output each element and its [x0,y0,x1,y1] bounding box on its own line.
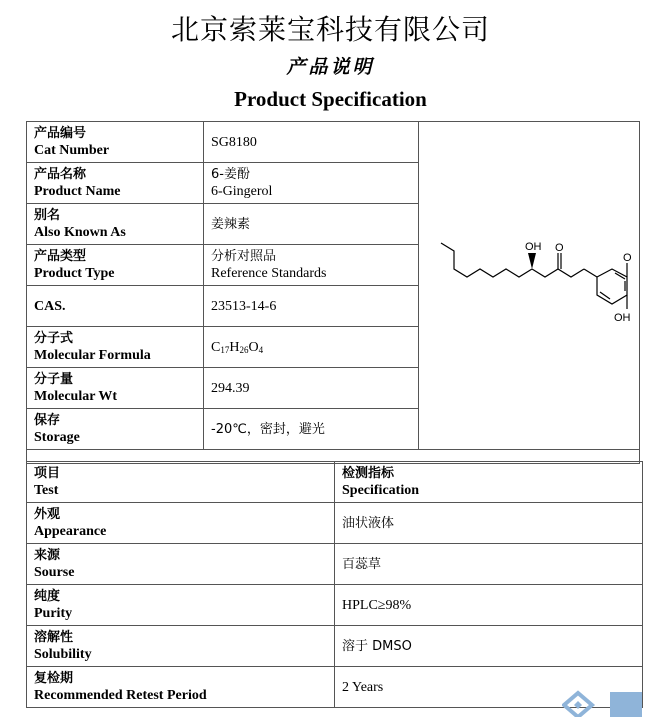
test-header-row [27,462,643,503]
product-type-value: 分析对照品 Reference Standards [204,245,419,286]
test-header-label: 项目 Test [27,462,335,503]
mw-value: 294.39 [204,368,419,409]
table-row [27,503,643,544]
cat-number-value: SG8180 [204,122,419,163]
watermark-logo-icon [562,687,642,717]
stereo-wedge-bond [528,253,536,269]
structure-cell [419,122,640,450]
test-label: 外观 Appearance [27,503,335,544]
test-label: 溶解性 Solubility [27,626,335,667]
product-type-label: 产品类型 Product Type [27,245,204,286]
table-row [27,585,643,626]
test-label: 纯度 Purity [27,585,335,626]
table-row [27,544,643,585]
structure-label-oh-top: OH [525,241,542,253]
structure-label-oh-ring: OH [614,312,631,324]
test-spec-table [26,461,643,708]
storage-value: -20℃，密封，避光 [204,409,419,450]
document-subtitle: 产品说明 [286,56,375,78]
table-row [27,626,643,667]
structure-label-keto-o: O [555,242,564,254]
mw-label: 分子量 Molecular Wt [27,368,204,409]
chemical-structure-image [424,123,634,443]
cas-value: 23513-14-6 [204,286,419,327]
aka-value: 姜辣素 [204,204,419,245]
test-label: 复检期 Recommended Retest Period [27,667,335,708]
product-name-value: 6-姜酚 6-Gingerol [204,163,419,204]
cat-number-label: 产品编号 Cat Number [27,122,204,163]
spec-value: 百蕊草 [335,544,643,585]
aka-label: 别名 Also Known As [27,204,204,245]
formula-label: 分子式 Molecular Formula [27,327,204,368]
spec-value: 油状液体 [335,503,643,544]
storage-label: 保存 Storage [27,409,204,450]
spec-value: 溶于 DMSO [335,626,643,667]
spec-value: HPLC≥98% [335,585,643,626]
cat-number-row [27,122,640,163]
product-info-table [26,121,640,464]
structure-label-methoxy-o: O [623,252,632,264]
document-title: Product Specification [234,87,427,111]
cas-label: CAS. [27,286,204,327]
formula-value: $C_{17}H_{26}O_4$ [204,327,419,368]
spec-value: 2 Years [335,667,643,708]
company-name: 北京索莱宝科技有限公司 [170,13,490,46]
product-name-label: 产品名称 Product Name [27,163,204,204]
test-label: 来源 Sourse [27,544,335,585]
spec-header-label: 检测指标 Specification [335,462,643,503]
table-row [27,667,643,708]
